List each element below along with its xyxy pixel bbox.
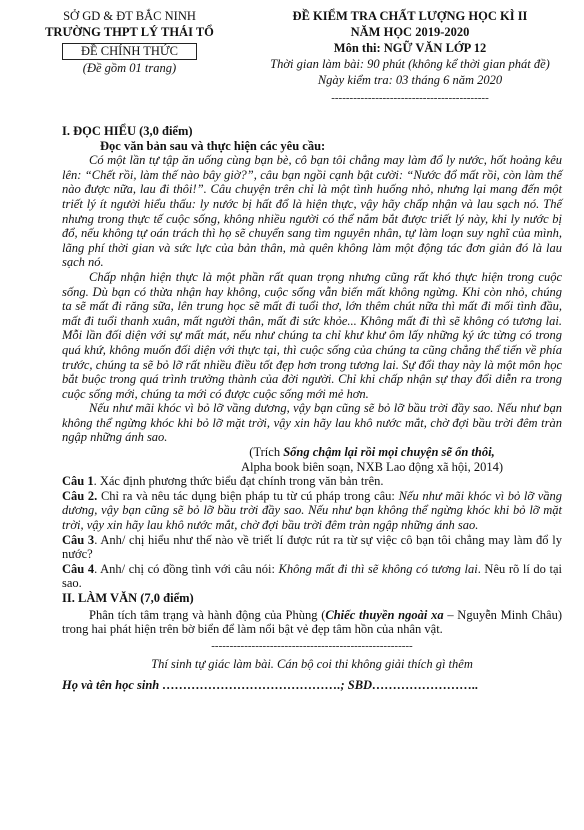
essay-work-title: Chiếc thuyền ngoài xa: [325, 607, 444, 622]
subject-line: Môn thi: NGỮ VĂN LỚP 12: [333, 41, 487, 55]
question-label: Câu 3: [62, 532, 95, 547]
passage-source: [62, 445, 562, 474]
question-3: [62, 533, 562, 562]
part1-instruction: Đọc văn bản sau và thực hiện các yêu cầu:: [100, 138, 326, 153]
school-year: NĂM HỌC 2019-2020: [350, 25, 470, 39]
time-allowed: Thời gian làm bài: 90 phút (không kể thời gian phát đề): [270, 57, 550, 71]
header-left: [22, 8, 237, 76]
footer-note: Thí sinh tự giác làm bài. Cán bộ coi thi không giải thích gì thêm: [151, 657, 473, 672]
question-text: . Xác định phương thức biểu đạt chính trong văn bản trên.: [93, 474, 384, 489]
school-name: TRƯỜNG THPT LÝ THÁI TỔ: [45, 25, 214, 39]
question-4: [62, 562, 562, 591]
question-2: [62, 489, 562, 533]
question-text: . Anh/ chị hiểu như thế nào về triết lí được rút ra từ sự việc cô bạn tôi chẳng may làm đổ ly nước?: [62, 532, 562, 562]
footer-separator: -------------------------------------------------------: [211, 639, 413, 652]
question-quote: Không mất đi thì sẽ không có tương lai: [278, 561, 478, 576]
source-title: Sống chậm lại rồi mọi chuyện sẽ ổn thôi,: [283, 445, 495, 460]
exam-date: Ngày kiểm tra: 03 tháng 6 năm 2020: [317, 73, 503, 87]
part2-heading: II. LÀM VĂN (7,0 điểm): [62, 591, 194, 605]
candidate-line: Họ và tên học sinh …………………………………….; SBD……………………..: [62, 677, 479, 692]
question-tail: . Nêu rõ lí do tại sao.: [62, 561, 562, 591]
passage-paragraph: Nếu như mãi khóc vì bỏ lỡ vầng dương, vậy bạn cũng sẽ bỏ lỡ bầu trời đầy sao. Nếu như bạn không thể ngừng khóc khi bỏ lỡ mặt trời, vậy xin hãy lau khô nước mắt, chờ đợi bầu trời đêm tràn ngập những ánh sao.: [62, 401, 562, 445]
source-publisher: Alpha book biên soạn, NXB Lao động xã hội, 2014): [240, 459, 504, 474]
passage-paragraph: Có một lần tự tập ăn uống cùng bạn bè, cô bạn tôi chẳng may làm đổ ly nước, hốt hoảng kêu lên: “Chết rồi, làm thế nào bây giờ?”, câu bạn ngồi cạnh bật cười: “Nước đổ mất rồi, còn làm thế nào được nữa, lau đi thôi!”. Câu chuyện trên chỉ là một tình huống nhỏ, nhưng lại mang đến một triết lý ít người hiểu thấu: ly nước bị hất đổ là hiện thực, vậy hãy chấp nhận và lau sạch nó. Thế nhưng trong thực tế cuộc sống, không nhiều người có thể nắm bắt được triết lý này, khi ly nước bị đổ, nếu không tự oán trách thì họ sẽ chuyển sang tìm nguyên nhân, tự làm loạn suy nghĩ của mình, lãng phí thời gian và sức lực của bản thân, mà quên không làm một động tác đơn giản đó là lau sạch nó.: [62, 153, 562, 270]
question-label: Câu 2.: [62, 488, 98, 503]
source-prefix: (Trích: [249, 445, 284, 460]
passage-paragraph: Chấp nhận hiện thực là một phần rất quan trọng nhưng cũng rất khó thực hiện trong cuộc sống. Dù bạn có thừa nhận hay không, cuộc sống vẫn biến mất không ngừng. Khi còn nhỏ, chúng ta sẽ mất đi răng sữa, lên trung học sẽ mất đi tuổi thơ, lớn thêm chút nữa thì mất đi mối tình đầu, mất đi tuổi thanh xuân, mất người thân, mất đi sức khỏe... Không mất đi thì sẽ không có tương lai. Mỗi lần đối diện với sự mất mát, nếu như chúng ta chỉ khư khư ôm lấy những ký ức từng có trong quá khứ, không muốn đối diện với thực tại, thì cuộc sống của chúng ta cũng chẳng thể tiến về phía trước, chúng ta sẽ bỏ lỡ rất nhiều điều tốt đẹp hơn trong tương lai. Sự đổi thay này là một môn học bắt buộc trong quá trình trưởng thành của đời người. Chỉ khi chấp nhận sự thay đổi diễn ra trong cuộc sống mới, chúng ta mới có được cuộc sống mới mẻ hơn.: [62, 269, 562, 401]
part1-heading: I. ĐỌC HIỂU (3,0 điểm): [62, 124, 193, 138]
question-quote: Nếu như mãi khóc vì bỏ lỡ vầng dương, vậy bạn cũng sẽ bỏ lỡ bầu trời đầy sao. Nếu như bạn không thể ngừng khóc khi bỏ lỡ mặt trời, vậy xin hãy lau khô nước mắt, chờ đợi bầu trời đêm tràn ngập những ánh sao.: [62, 488, 563, 533]
essay-prompt: [62, 608, 562, 637]
header-right: [245, 8, 575, 106]
essay-text-after: – Nguyễn Minh Châu) trong hai phát hiện trên bờ biển để làm nổi bật vẻ đẹp tâm hồn của nhân vật.: [62, 607, 562, 637]
department-name: SỞ GD & ĐT BẮC NINH: [63, 9, 196, 23]
question-1: [62, 474, 562, 489]
question-text: . Anh/ chị có đồng tình với câu nói:: [94, 561, 279, 576]
question-label: Câu 1: [62, 474, 94, 489]
exam-title: ĐỀ KIỂM TRA CHẤT LƯỢNG HỌC KÌ II: [292, 9, 528, 23]
exam-body: [62, 124, 562, 693]
page-count: (Đề gồm 01 trang): [82, 61, 177, 75]
essay-text-before: Phân tích tâm trạng và hành động của Phùng (: [89, 607, 326, 622]
official-stamp: ĐỀ CHÍNH THỨC: [62, 43, 197, 60]
question-text: Chỉ ra và nêu tác dụng biện pháp tu từ cú pháp trong câu:: [97, 488, 399, 503]
header-separator: -------------------------------------------: [331, 92, 489, 104]
question-label: Câu 4: [62, 561, 95, 576]
